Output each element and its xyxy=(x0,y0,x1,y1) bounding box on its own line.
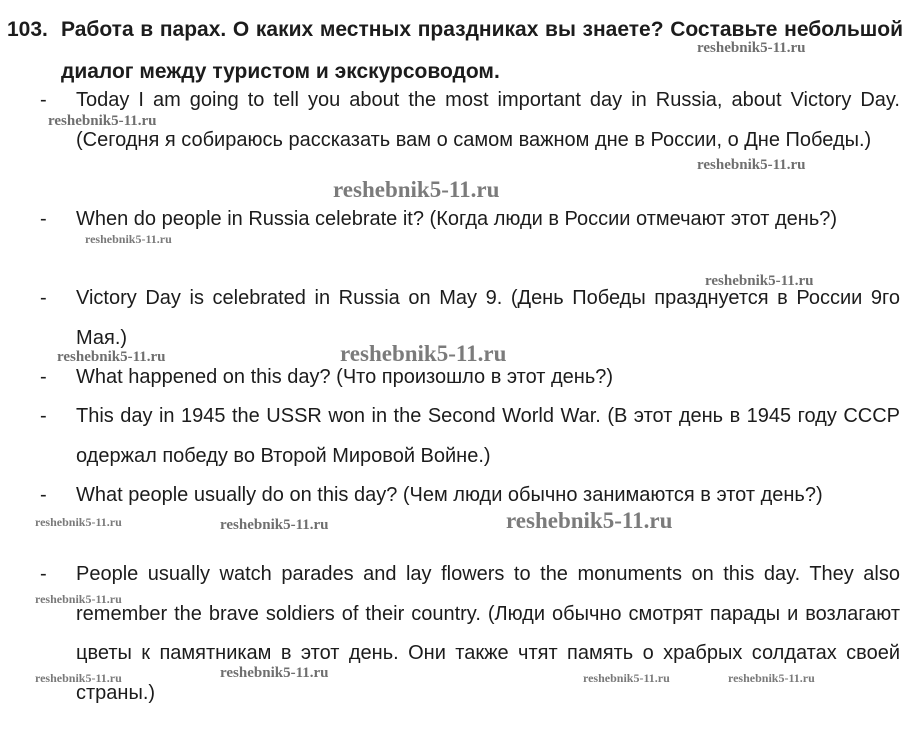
watermark: reshebnik5-11.ru xyxy=(340,341,507,366)
dialogue-text: Today I am going to tell you about the most important day in Russia, about Victory Day. (Сегодня я собираюсь рассказать вам о самом важном дне в России, о Дне Победы.) xyxy=(76,89,900,151)
watermark: reshebnik5-11.ru xyxy=(697,40,806,56)
watermark: reshebnik5-11.ru xyxy=(35,515,122,529)
dialogue-dash: - xyxy=(40,405,47,427)
dialogue-text: What people usually do on this day? (Чем люди обычно занимаются в этот день?) xyxy=(76,484,823,506)
dialogue-dash: - xyxy=(40,484,47,506)
dialogue-text: What happened on this day? (Что произошло в этот день?) xyxy=(76,366,614,388)
watermark: reshebnik5-11.ru xyxy=(85,232,172,246)
watermark: reshebnik5-11.ru xyxy=(728,671,815,685)
watermark: reshebnik5-11.ru xyxy=(35,592,122,606)
dialogue-dash: - xyxy=(40,563,47,585)
dialogue-text: People usually watch parades and lay flowers to the monuments on this day. They also remember the brave soldiers of their country. (Люди обычно смотрят парады и возлагают цветы к памятникам в этот день. Они также чтят память о храбрых солдатах своей страны.) xyxy=(76,563,900,704)
watermark: reshebnik5-11.ru xyxy=(506,508,673,533)
watermark: reshebnik5-11.ru xyxy=(583,671,670,685)
dialogue-text: Victory Day is celebrated in Russia on May 9. (День Победы празднуется в России 9го Мая.) xyxy=(76,287,900,349)
dialogue-dash: - xyxy=(40,287,47,309)
watermark: reshebnik5-11.ru xyxy=(333,177,500,202)
dialogue-dash: - xyxy=(40,208,47,230)
task-number: 103. xyxy=(7,18,48,41)
task-text: Работа в парах. О каких местных праздниках вы знаете? Составьте небольшой диалог между туристом и экскурсоводом. xyxy=(61,18,903,83)
dialogue-text: This day in 1945 the USSR won in the Second World War. (В этот день в 1945 году СССР одержал победу во Второй Мировой Войне.) xyxy=(76,405,900,467)
watermark: reshebnik5-11.ru xyxy=(220,665,329,681)
dialogue-dash: - xyxy=(40,366,47,388)
watermark: reshebnik5-11.ru xyxy=(57,349,166,365)
dialogue-text: When do people in Russia celebrate it? (Когда люди в России отмечают этот день?) xyxy=(76,208,838,230)
watermark: reshebnik5-11.ru xyxy=(705,273,814,289)
dialogue-dash: - xyxy=(40,89,47,111)
watermark: reshebnik5-11.ru xyxy=(220,517,329,533)
watermark: reshebnik5-11.ru xyxy=(697,157,806,173)
watermark: reshebnik5-11.ru xyxy=(48,113,157,129)
watermark: reshebnik5-11.ru xyxy=(35,671,122,685)
